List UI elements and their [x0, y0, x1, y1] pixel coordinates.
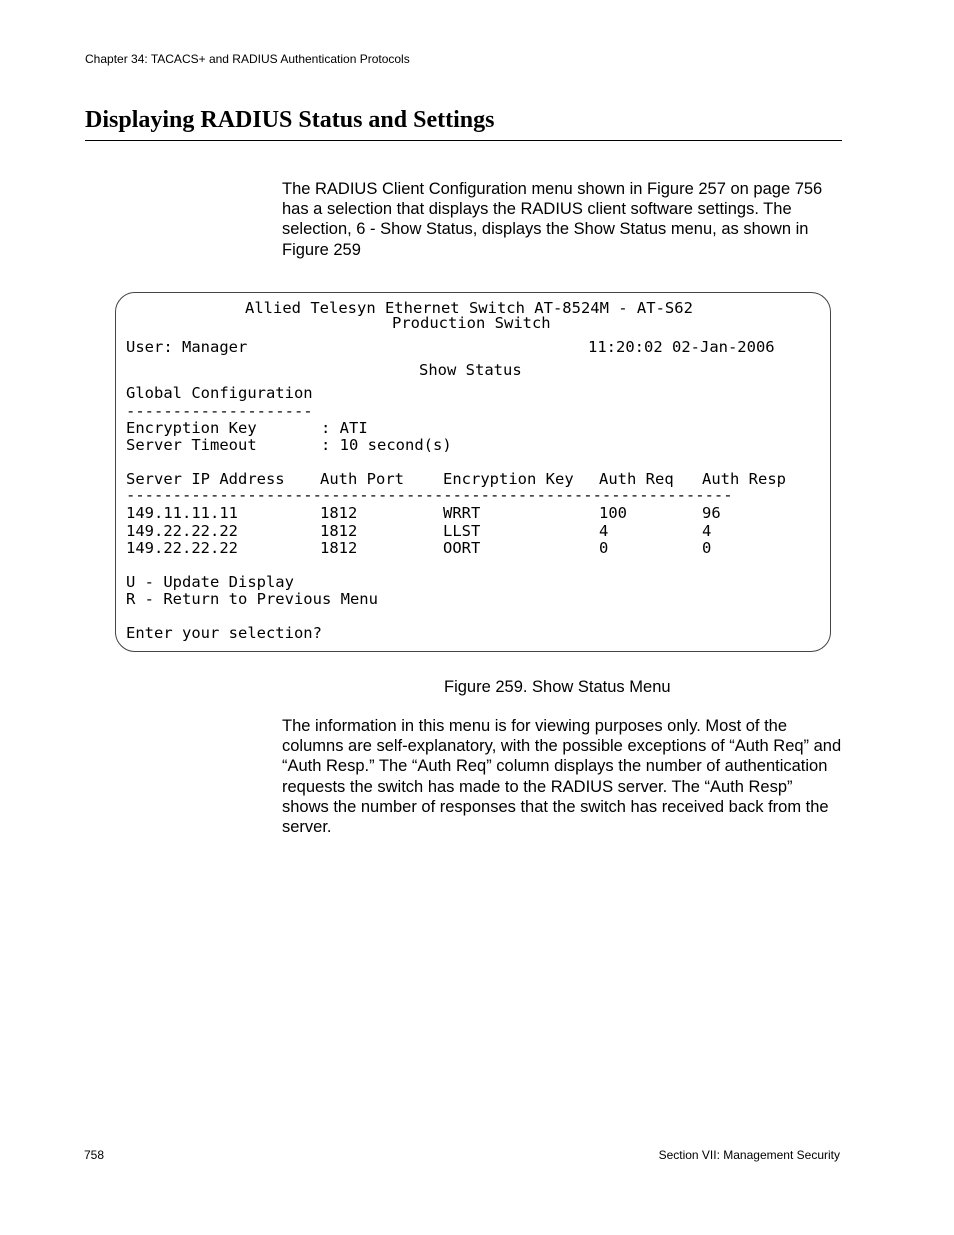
encryption-key: WRRT	[443, 504, 481, 522]
server-ip: 149.22.22.22	[126, 522, 238, 540]
section-title: Displaying RADIUS Status and Settings	[85, 107, 495, 133]
auth-resp: 96	[702, 504, 721, 522]
auth-resp: 0	[702, 539, 712, 557]
global-config-heading: Global Configuration	[126, 384, 313, 402]
terminal-screen	[115, 292, 831, 652]
auth-port: 1812	[320, 504, 358, 522]
terminal-title-line1: Allied Telesyn Ethernet Switch AT-8524M - AT-S62	[245, 299, 693, 317]
auth-port: 1812	[320, 522, 358, 540]
column-header-ip: Server IP Address	[126, 470, 285, 488]
figure-caption: Figure 259. Show Status Menu	[444, 678, 671, 696]
auth-req: 4	[599, 522, 609, 540]
terminal-menu-title: Show Status	[419, 361, 522, 379]
chapter-header: Chapter 34: TACACS+ and RADIUS Authentication Protocols	[85, 52, 410, 66]
encryption-key: LLST	[443, 522, 481, 540]
column-header-key: Encryption Key	[443, 470, 574, 488]
column-header-port: Auth Port	[320, 470, 404, 488]
auth-resp: 4	[702, 522, 712, 540]
terminal-datetime: 11:20:02 02-Jan-2006	[588, 338, 775, 356]
intro-paragraph-text: The RADIUS Client Configuration menu shown in Figure 257 on page 756 has a selection that displays the RADIUS client software settings. The selection, 6 - Show Status, displays the Show Status menu, as shown in Figure 259	[282, 180, 823, 259]
auth-req: 100	[599, 504, 627, 522]
encryption-key: OORT	[443, 539, 481, 557]
column-header-req: Auth Req	[599, 470, 674, 488]
intro-paragraph	[282, 179, 842, 260]
server-timeout-label: Server Timeout	[126, 436, 257, 454]
server-ip: 149.22.22.22	[126, 539, 238, 557]
terminal-title-line2: Production Switch	[392, 314, 551, 332]
global-config-rule: --------------------	[126, 402, 313, 420]
selection-prompt: Enter your selection?	[126, 624, 322, 642]
server-ip: 149.11.11.11	[126, 504, 238, 522]
option-return-previous: R - Return to Previous Menu	[126, 590, 378, 608]
terminal-user: User: Manager	[126, 338, 248, 356]
option-update-display: U - Update Display	[126, 573, 294, 591]
explanation-paragraph-text: The information in this menu is for viewing purposes only. Most of the columns are self-explanatory, with the possible exceptions of “Auth Req” and “Auth Resp.” The “Auth Req” column displays the number of authentication requests the switch has made to the RADIUS server. The “Auth Resp” shows the number of responses that the switch has received back from the server.	[282, 717, 842, 837]
section-footer: Section VII: Management Security	[658, 1148, 840, 1162]
column-header-resp: Auth Resp	[702, 470, 786, 488]
encryption-key-label: Encryption Key	[126, 419, 257, 437]
table-rule: -----------------------------------------------------------------	[126, 486, 733, 504]
auth-req: 0	[599, 539, 609, 557]
title-rule	[85, 140, 842, 141]
encryption-key-value: : ATI	[321, 419, 368, 437]
page-number: 758	[84, 1148, 105, 1162]
server-timeout-value: : 10 second(s)	[321, 436, 452, 454]
explanation-paragraph	[282, 716, 842, 837]
auth-port: 1812	[320, 539, 358, 557]
